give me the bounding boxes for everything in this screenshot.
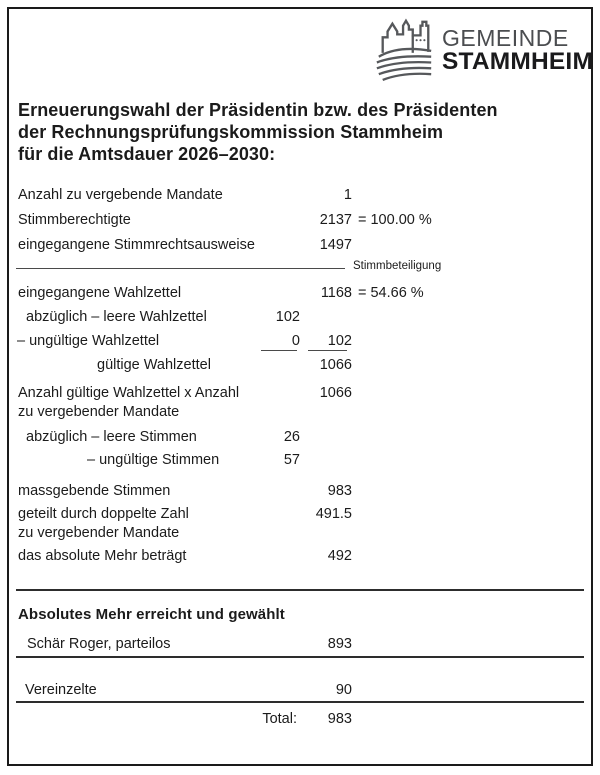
row-eligible-value: 2137 [319, 212, 352, 228]
row-valid-times-mandates-label-1: Anzahl gültige Wahlzettel x Anzahl [18, 385, 240, 401]
scattered-label: Vereinzelte [25, 682, 97, 698]
row-blank-votes-label: abzüglich – leere Stimmen [26, 429, 197, 445]
candidate-name: Schär Roger, parteilos [27, 636, 171, 652]
row-ballots-percent: = 54.66 % [358, 285, 424, 301]
row-valid-times-mandates-label-2: zu vergebender Mandate [18, 404, 180, 420]
title-line-3: für die Amtsdauer 2026–2030: [18, 144, 276, 164]
row-divided-by-label-1: geteilt durch doppelte Zahl [18, 506, 189, 522]
total-votes: 983 [327, 711, 352, 727]
turnout-label: Stimmbeteiligung [353, 260, 442, 272]
row-ballots-value: 1168 [320, 285, 352, 301]
sum-underline-right [308, 350, 347, 351]
row-mandate-value: 1 [343, 187, 352, 203]
row-invalid-votes-value: 57 [283, 452, 300, 468]
row-invalid-ballots-subvalue: 0 [291, 333, 300, 349]
candidate-rule [16, 656, 584, 658]
row-invalid-votes-label: – ungültige Stimmen [87, 452, 220, 468]
sum-underline-left [261, 350, 297, 351]
row-cards-label: eingegangene Stimmrechtsausweise [18, 237, 255, 253]
row-blank-ballots-label: abzüglich – leere Wahlzettel [26, 309, 207, 325]
page-title [18, 99, 498, 165]
row-blank-ballots-value: 102 [275, 309, 300, 325]
row-cards-value: 1497 [319, 237, 352, 253]
logo-text-gemeinde: GEMEINDE [442, 25, 569, 51]
results-heading: Absolutes Mehr erreicht und gewählt [18, 606, 285, 623]
row-decisive-votes-value: 983 [327, 483, 352, 499]
row-absolute-majority-value: 492 [327, 548, 352, 564]
row-decisive-votes-label: massgebende Stimmen [18, 483, 171, 499]
title-line-2: der Rechnungsprüfungskommission Stammheim [18, 122, 444, 142]
row-absolute-majority-label: das absolute Mehr beträgt [18, 548, 187, 564]
row-eligible-percent: = 100.00 % [358, 212, 432, 228]
scattered-votes: 90 [335, 682, 352, 698]
row-invalid-ballots-label: – ungültige Wahlzettel [17, 333, 160, 349]
row-valid-ballots-value: 1066 [319, 357, 352, 373]
results-top-rule [16, 589, 584, 591]
row-valid-times-mandates-value: 1066 [319, 385, 352, 401]
row-mandate-label: Anzahl zu vergebende Mandate [18, 187, 223, 203]
gemeinde-stammheim-logo-icon [373, 11, 437, 83]
scattered-rule [16, 701, 584, 703]
row-invalid-ballots-sum: 102 [327, 333, 352, 349]
row-divided-by-value: 491.5 [315, 506, 352, 522]
total-label: Total: [262, 711, 297, 727]
row-valid-ballots-label: gültige Wahlzettel [97, 357, 211, 373]
row-divided-by-label-2: zu vergebender Mandate [18, 525, 180, 541]
logo-text-stammheim: STAMMHEIM [442, 48, 594, 75]
row-ballots-label: eingegangene Wahlzettel [18, 285, 182, 301]
row-blank-votes-value: 26 [283, 429, 300, 445]
title-line-1: Erneuerungswahl der Präsidentin bzw. des Präsidenten [18, 100, 498, 120]
candidate-votes: 893 [327, 636, 352, 652]
row-eligible-label: Stimmberechtigte [18, 212, 131, 228]
turnout-divider-line [16, 268, 345, 269]
